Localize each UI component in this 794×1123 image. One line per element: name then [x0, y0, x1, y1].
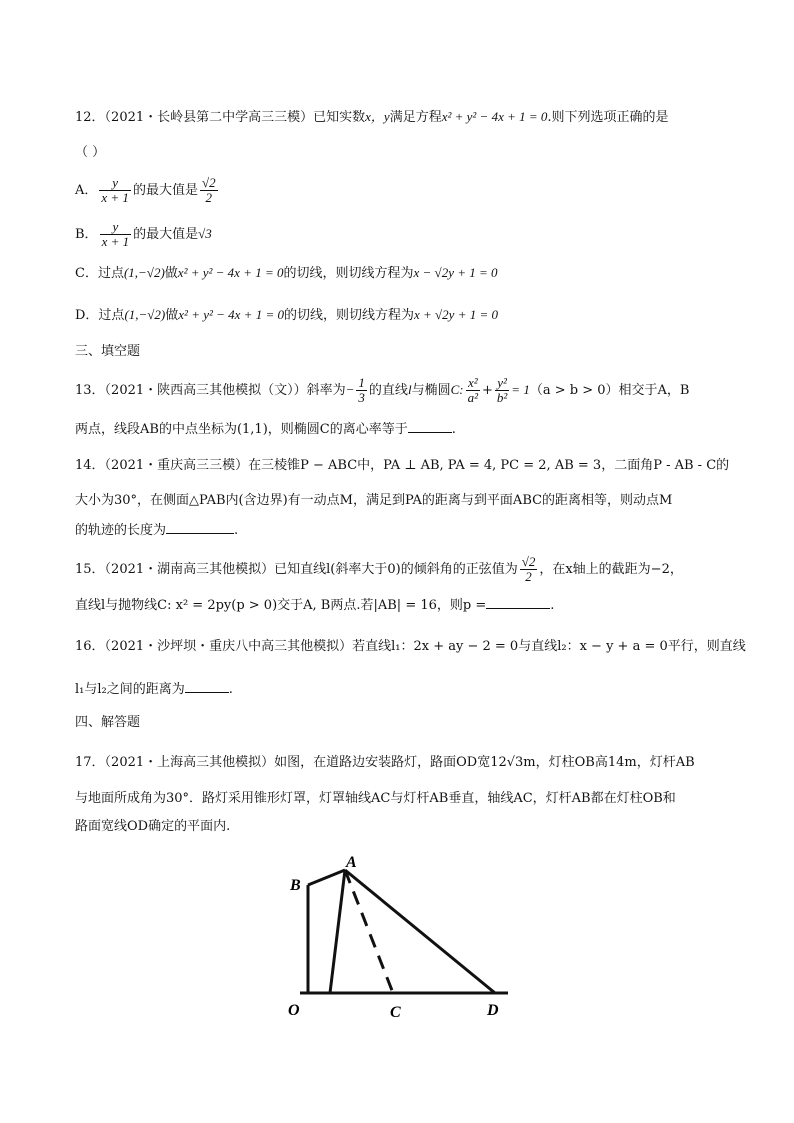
q14-line2: 大小为30°，在侧面△PAB内(含边界)有一动点M，满足到PA的距离与到平面ABC的距离相等，则动点M [75, 493, 673, 508]
frac-num: y² [495, 376, 509, 391]
fraction [200, 176, 218, 205]
section-heading: 四、解答题 [75, 715, 141, 730]
q12-prefix: 12．（2021・长岭县第二中学高三三模）已知实数 [75, 110, 366, 125]
q13-line2: 两点，线段AB的中点坐标为(1,1)，则椭圆C的离心率等于 . [75, 418, 456, 441]
option-text: 的最大值是 [133, 227, 199, 242]
q15-line2: 直线l与抛物线C: x² = 2py(p > 0)交于A, B两点.若|AB| = 16，则p = . [75, 594, 554, 617]
q14-text: 的轨迹的长度为 [75, 523, 167, 538]
label-a: A [346, 854, 357, 871]
q13-text: 与椭圆 [411, 383, 451, 398]
fraction [100, 220, 132, 249]
frac-den: 2 [525, 569, 532, 584]
answer-blank[interactable] [486, 594, 550, 609]
fraction [495, 376, 509, 405]
option-label: A． [75, 183, 98, 198]
fraction [520, 555, 538, 584]
point: (1,−√2) [124, 307, 166, 322]
equation: x + √2y + 1 = 0 [414, 307, 498, 322]
q12-option-a [75, 176, 220, 205]
option-text: 做 [165, 308, 179, 323]
q13-text: 的直线 [368, 383, 408, 398]
frac-den: x + 1 [101, 190, 129, 205]
streetlight-figure [280, 850, 520, 1034]
option-text: D．过点 [75, 308, 125, 323]
section-heading: 三、填空题 [75, 344, 141, 359]
answer-blank[interactable] [166, 519, 234, 534]
answer-blank[interactable] [408, 418, 452, 433]
label-c: C [390, 1004, 401, 1021]
q17-line1: 17．（2021・上海高三其他模拟）如图，在道路边安装路灯，路面OD宽12√3m，灯柱OB高14m，灯杆AB [75, 755, 695, 770]
q17-line3: 路面宽线OD确定的平面内. [75, 819, 231, 834]
option-text: 的最大值是 [132, 183, 198, 198]
option-text: C．过点 [75, 266, 124, 281]
frac-num: y [99, 176, 131, 191]
equation: = 1 [511, 382, 530, 397]
q13-line1 [75, 376, 689, 405]
q12-line1 [75, 106, 669, 129]
q12-vars: x，y [365, 109, 390, 124]
q13-condition: （a > b > 0）相交于A，B [529, 383, 690, 398]
label-d: D [487, 1002, 499, 1019]
fraction [466, 376, 480, 405]
frac-den: x + 1 [101, 234, 130, 249]
equation: x² + y² − 4x + 1 = 0 [177, 265, 284, 280]
option-value: √3 [198, 226, 212, 241]
frac-num: x² [466, 376, 480, 391]
var-l: l [407, 382, 412, 397]
equation: x² + y² − 4x + 1 = 0 [178, 307, 284, 322]
q12-mid: 满足方程 [389, 110, 442, 125]
q15-text: 15．（2021・湖南高三其他模拟）已知直线l(斜率大于0)的倾斜角的正弦值为 [75, 562, 518, 577]
frac-num: √2 [521, 554, 536, 569]
q12-option-d [75, 304, 498, 327]
point: (1,−√2) [123, 265, 165, 280]
q14-line3: 的轨迹的长度为 . [75, 519, 238, 542]
q14-line1: 14．（2021・重庆高三三模）在三棱锥P − ABC中，PA ⊥ AB, PA = 4, PC = 2, AB = 3，二面角P - AB - C的 [75, 458, 730, 473]
q15-line1 [75, 555, 683, 584]
option-text: 的切线，则切线方程为 [283, 308, 414, 323]
fraction [356, 376, 367, 405]
answer-blank[interactable] [185, 678, 229, 693]
frac-num: y [100, 220, 132, 235]
q16-line2: l₁与l₂之间的距离为 . [75, 678, 233, 701]
q15-text: ，在x轴上的截距为−2， [539, 562, 683, 577]
q13-text: 两点，线段AB的中点坐标为(1,1)，则椭圆C的离心率等于 [75, 422, 408, 437]
q12-equation: x² + y² − 4x + 1 = 0 [441, 109, 548, 124]
option-text: 做 [164, 266, 178, 281]
q12-option-c [75, 262, 498, 285]
label-o: O [288, 1002, 300, 1019]
fraction [99, 176, 131, 205]
q12-option-b [75, 220, 212, 249]
option-label: B． [75, 227, 98, 242]
option-text: 的切线，则切线方程为 [283, 266, 414, 281]
q17-line2: 与地面所成角为30°．路灯采用锥形灯罩，灯罩轴线AC与灯杆AB垂直，轴线AC，灯杆AB都在灯柱OB和 [75, 791, 676, 806]
equation: x − √2y + 1 = 0 [413, 265, 498, 280]
q12-paren: （ ） [75, 145, 106, 160]
label-b: B [290, 877, 301, 894]
geometry-diagram [280, 850, 520, 1030]
frac-num: √2 [201, 175, 216, 190]
q16-line1: 16．（2021・沙坪坝・重庆八中高三其他模拟）若直线l₁：2x + ay − 2 = 0与直线l₂：x − y + a = 0平行，则直线 [75, 639, 746, 654]
q12-suffix: .则下列选项正确的是 [547, 110, 669, 125]
q15-text: 直线l与抛物线C: x² = 2py(p > 0)交于A, B两点.若|AB| = 16，则p = [75, 598, 487, 613]
frac-den: b² [496, 390, 508, 405]
arm-ab [308, 870, 345, 885]
q16-text: l₁与l₂之间的距离为 [75, 682, 185, 697]
frac-den: 3 [358, 390, 365, 405]
frac-den: 2 [205, 190, 213, 205]
q13-prefix: 13．（2021・陕西高三其他模拟（文））斜率为 [75, 383, 346, 398]
var-c: C: [450, 382, 464, 397]
cone-edge-right [345, 870, 495, 993]
frac-den: a² [467, 390, 478, 405]
plus-sign: + [481, 383, 493, 398]
cone-edge-left [330, 870, 345, 993]
minus-sign: − [345, 382, 355, 397]
frac-num: 1 [358, 375, 365, 390]
